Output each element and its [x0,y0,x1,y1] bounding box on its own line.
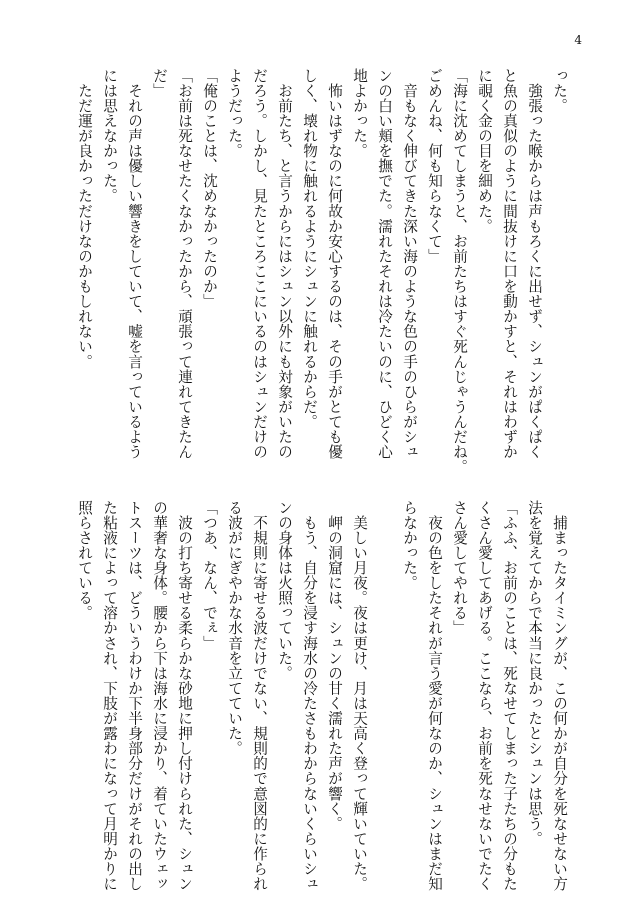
text-line: ンの白い頬を撫でた。濡れたそれは冷たいのに、ひどく心 [376,68,393,460]
text-line: トスーツは、どういうわけか下半身部分だけがそれの出し [126,500,143,892]
text-line: ンの身体は火照っていた。 [276,500,293,681]
text-line: 美しい月夜。夜は更け、月は天高く登って輝いていた。 [351,500,368,892]
text-line: 「俺のことは、沈めなかったのか」 [201,68,218,309]
text-line: らなかった。 [401,500,418,591]
text-line: の華奢な身体。腰から下は海水に浸かり、着ていたウェッ [151,500,168,892]
text-line: 不規則に寄せる波だけでない、規則的で意図的に作られ [251,500,268,892]
text-line: には思えなかった。 [101,68,118,204]
text-line: 怖いはずなのに何故か安心するのは、その手がとても優 [326,68,343,460]
text-line: と魚の真似のように間抜けに口を動かすと、それはわずか [501,68,518,460]
text-line: しく、壊れ物に触れるようにシュンに触れるからだ。 [301,68,318,430]
text-line: 法を覚えてからで本当に良かったとシュンは思う。 [526,500,543,847]
text-line: それの声は優しい響きをしていて、嘘を言っているよう [126,68,143,460]
text-block-top [76,68,572,475]
text-line: 夜の色をしたそれが言う愛が何なのか、シュンはまだ知 [426,500,443,892]
text-line: 「ふふ、お前のことは、死なせてしまった子たちの分もた [501,500,518,892]
text-line: 地よかった。 [351,68,368,159]
text-line: だ」 [151,68,168,99]
text-line: 音もなく伸びてきた深い海のような色の手のひらがシュ [401,68,418,460]
text-line: 捕まったタイミングが、この何かが自分を死なせない方 [551,500,568,892]
text-line: た粘液によって溶かされ、下肢が露わになって月明かりに [101,500,118,892]
text-line: 波の打ち寄せる柔らかな砂地に押し付けられた、シュン [176,500,193,892]
page-number: 4 [574,33,582,47]
text-line: もう、自分を浸す海水の冷たさもわからないくらいシュ [301,500,318,892]
text-line: 強張った喉からは声もろくに出せず、シュンがぱくぱく [526,68,543,460]
text-line: だろう。しかし、見たところここにいるのはシュンだけの [251,68,268,460]
text-line: さん愛してやれる」 [451,500,468,636]
text-line: に覗く金の目を細めた。 [476,68,493,234]
text-block-bottom [76,500,572,892]
text-line: 岬の洞窟には、シュンの甘く濡れた声が響く。 [326,500,343,832]
blank-line [372,500,397,880]
text-line: ただ運が良かっただけなのかもしれない。 [76,68,93,369]
text-line: 「お前は死なせたくなかったから、頑張って連れてきたん [176,68,193,460]
text-line: った。 [551,68,568,114]
text-line: る波がにぎやかな水音を立てていた。 [226,500,243,756]
text-line: 「海に沈めてしまうと、お前たちはすぐ死んじゃうんだね。 [451,68,468,475]
text-line: くさん愛してあげる。ここなら、お前を死なせないでたく [476,500,493,892]
text-line: 「つあ、なん、でぇ」 [201,500,218,651]
text-line: ようだった。 [226,68,243,159]
text-line: 照らされている。 [76,500,93,621]
text-line: ごめんね、何も知らなくて」 [426,68,443,264]
text-line: お前たち、と言うからにはシュン以外にも対象がいたの [276,68,293,460]
